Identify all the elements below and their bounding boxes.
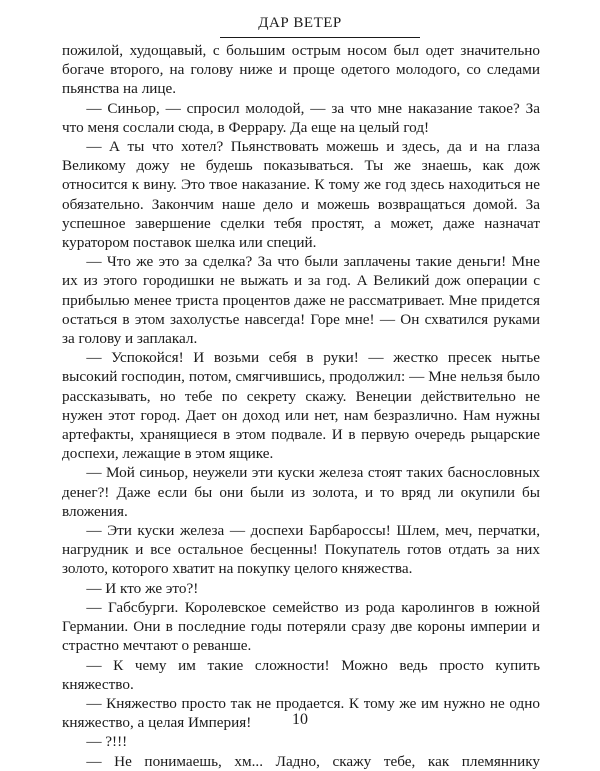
- paragraph: — Габсбурги. Королевское семейство из рода каролингов в южной Германии. Они в последние годы потеряли сразу две короны империи и страстно мечтают о реванше.: [62, 598, 540, 655]
- page-number: 10: [292, 711, 308, 728]
- paragraph: — Что же это за сделка? За что были заплачены такие деньги! Мне их из этого городишки не выжать и за год. А Великий дож операции с прибылью менее триста процентов даже не рассматривает. Мне придется остаться в этом захолустье навсегда! Горе мне! — Он схватился руками за голову и заплакал.: [62, 253, 540, 348]
- paragraph: — Княжество просто так не продается. К тому же им нужно не одно княжество, а целая Империя!: [62, 694, 540, 732]
- paragraph: — ?!!!: [86, 733, 128, 751]
- paragraph: — Синьор, — спросил молодой, — за что мне наказание такое? За что меня сослали сюда, в Феррару. Да еще на целый год!: [62, 99, 540, 136]
- body-text: [62, 41, 540, 771]
- paragraph: пожилой, худощавый, с большим острым носом был одет значительно богаче второго, на голову ниже и проще одетого молодого, со следами пьянства на лице.: [62, 42, 540, 98]
- paragraph: — Успокойся! И возьми себя в руки! — жестко пресек нытье высокий господин, потом, смягчившись, продолжил: — Мне нельзя было рассказывать, но тебе по секрету скажу. Венеции действительно не нужен этот город. Дает он доход или нет, нам безразлично. Нам нужны артефакты, хранящиеся в этом подвале. И в первую очередь рыцарские доспехи, лежащие в этом ящике.: [62, 349, 540, 463]
- paragraph: — И кто же это?!: [86, 579, 199, 597]
- paragraph: — А ты что хотел? Пьянствовать можешь и здесь, да и на глаза Великому дожу не будешь показываться. Ты же знаешь, как дож относится к вину. Это твое наказание. К тому же год здесь находиться не обязательно. Закончим наше дело и можешь возвращаться домой. За успешное завершение сделки тебя простят, а может, даже назначат куратором поставок шелка или специй.: [62, 138, 540, 252]
- paragraph: — К чему им такие сложности! Можно ведь просто купить княжество.: [62, 656, 540, 693]
- paragraph: — Мой синьор, неужели эти куски железа стоят таких баснословных денег?! Даже если бы они были из золота, и то вряд ли окупили бы вложения.: [62, 464, 540, 520]
- paragraph: — Не понимаешь, хм... Ладно, скажу тебе, как племяннику: [86, 752, 540, 770]
- header-rule: [220, 37, 420, 38]
- paragraph: — Эти куски железа — доспехи Барбароссы! Шлем, меч, перчатки, нагрудник и все остальное бесценны! Покупатель готов отдать за них золото, которого хватит на покупку целого княжества.: [62, 522, 540, 578]
- running-head: ДАР ВЕТЕР: [258, 15, 342, 31]
